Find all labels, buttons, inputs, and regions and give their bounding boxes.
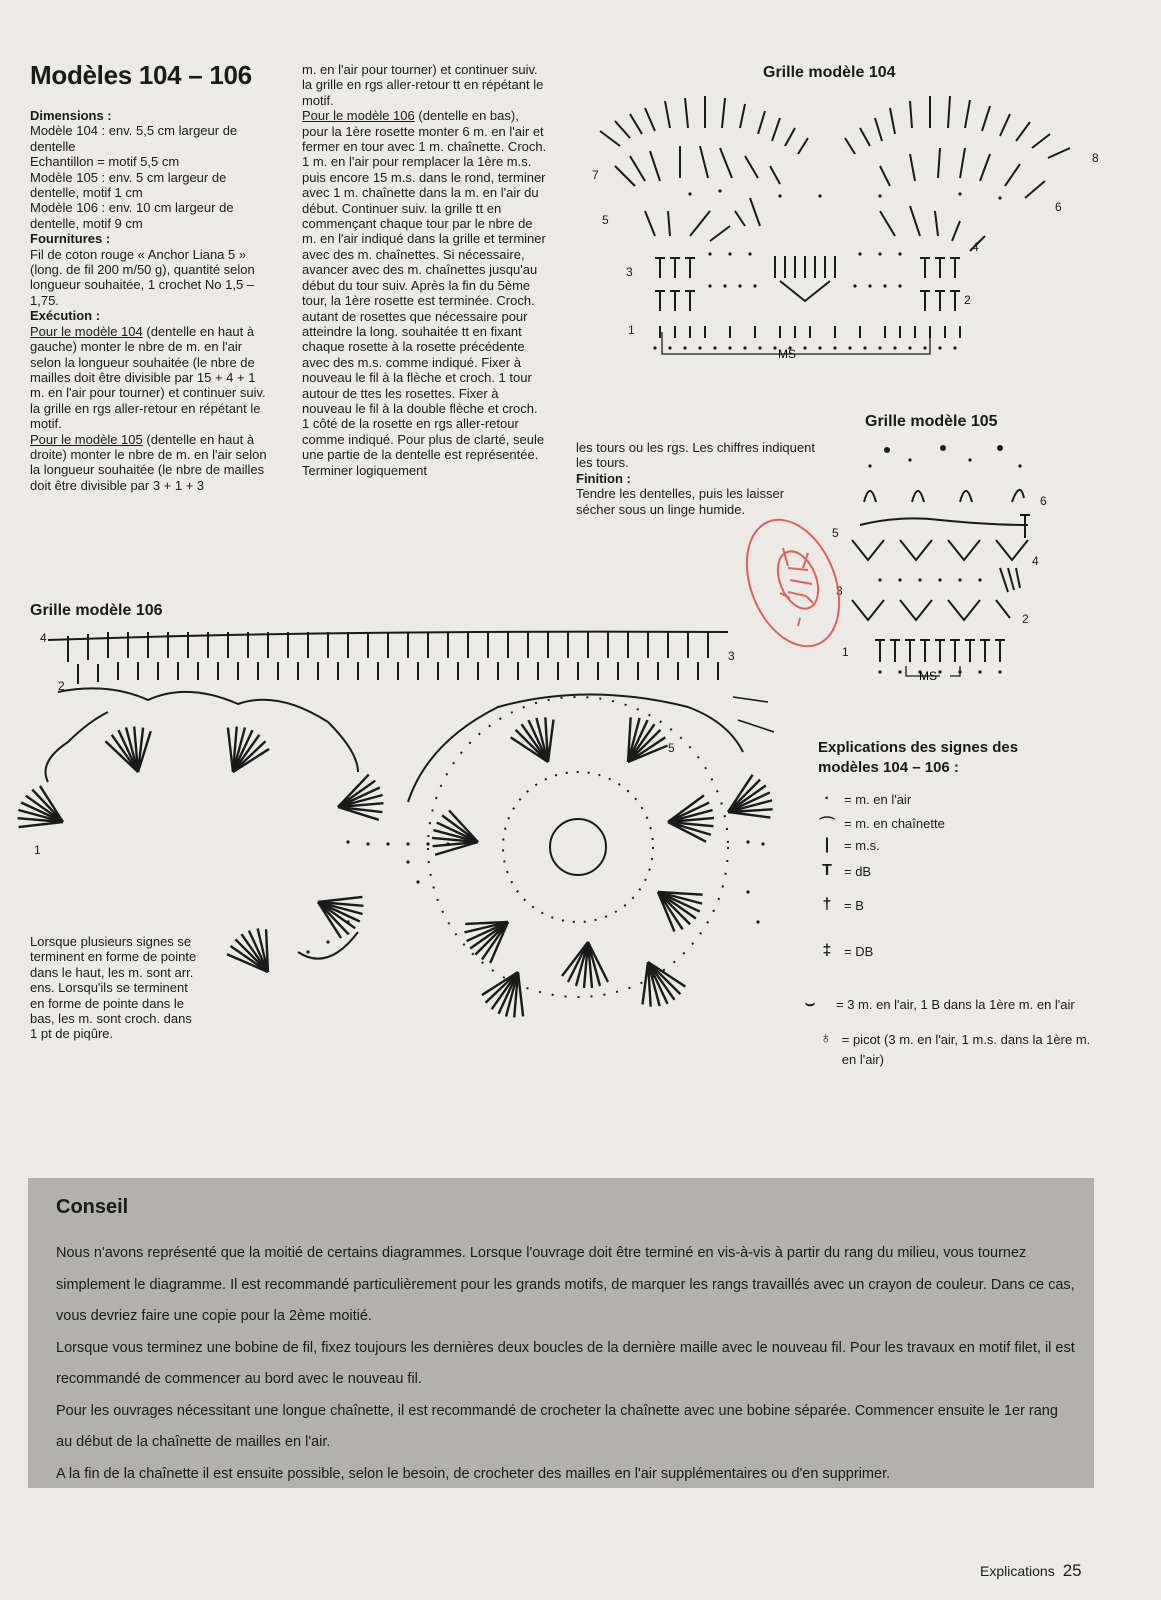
legend-text: = picot (3 m. en l'air, 1 m.s. dans la 1ère m. en l'air) [841,1032,1091,1067]
grid106-row-label: 2 [58,679,65,693]
m105-paragraph [30,432,268,494]
finition-text: Tendre les dentelles, puis les laisser sécher sous un linge humide. [576,486,785,517]
m106-paragraph [302,108,548,478]
conseil-paragraph: A la fin de la chaînette il est ensuite possible, selon le besoin, de crocheter des mailles en l'air supplémentaires ou d'en supprimer. [56,1465,891,1482]
page-number: 25 [1062,1561,1082,1580]
grid104-fan-left [600,96,808,241]
grid104-row3-stitches [655,256,960,301]
conseil-paragraph: Nous n'avons représenté que la moitié de certains diagrammes. Lorsque l'ouvrage doit être terminé en vis-à-vis à partir du rang du milieu, vous tournez simplement le diagramme. Il est recommandé particulièrement pour les grands motifs, de marquer les rangs travaillés avec un crayon de couleur. Dans ce cas, vous devriez faire une copie pour la 2ème moitié. [56,1245,1075,1324]
conseil-paragraph: Lorsque vous terminez une bobine de fil, fixez toujours les dernières deux boucles de la dernière maille avec le nouveau fil. Pour les travaux en motif filet, il est recommandé de commencer au bord avec le nouveau fil. [56,1339,1075,1387]
grid105-arches [860,490,1028,525]
grid105-row-label: 2 [1022,612,1029,626]
m104-link: Pour le modèle 104 [30,323,143,339]
grid105-row-label: 3 [836,584,843,598]
grid105-row-label: 6 [1040,494,1047,508]
dot-icon: · [824,790,830,807]
grid104-row1-bars [660,326,960,338]
m104-text: (dentelle en haut à gauche) monter le nbre de m. en l'air selon la longueur souhaitée (le nbre de mailles doit être divisible par 15 + 4 + 1 m. en l'air pour tourner) et continuer suiv. la grille en rgs aller-retour en répétant le motif. [30,323,266,432]
grid105-diagram [832,440,1080,690]
grid104-row-label: 6 [1055,200,1062,214]
grid105-row-label: 1 [842,645,849,659]
db-icon: T [822,862,832,879]
legend [818,738,1148,778]
legend-text: = m. en l'air [844,791,912,807]
finition-heading: Finition : [576,470,631,486]
grid106-stitch-rows [68,632,718,684]
grid104-row-label: 8 [1092,151,1099,165]
text-column-1 [30,108,268,493]
grid104-row-label: 1 [628,323,635,337]
grid105-row-label: 5 [832,526,839,540]
page-footer [980,1561,1082,1581]
grid106-title: Grille modèle 106 [30,602,163,619]
grid106-note: Lorsque plusieurs signes se terminent en forme de pointe dans le haut, les m. sont arr. ens. Lorsqu'ils se terminent en forme de pointe dans le bas, les m. sont croch. dans 1 pt de piqûre. [30,934,197,1042]
m106-text: (dentelle en bas), pour la 1ère rosette monter 6 m. en l'air et fermer en tour avec 1 m. chaînette. Croch. 1 m. en l'air pour remplacer la 1ère m.s. puis encore 15 m.s. dans le rond, terminer avec 1 m. chaînette dans la m. en l'air du début. Continuer suiv. la grille tt en commençant chaque tour par le nbre de m. en l'air indiqué dans la grille et terminer avec des m. chaînettes. Si nécessaire, avancer avec des m. chaînettes jusqu'au début du tour suiv. Après la fin du 5ème tour, la 1ère rosette est terminée. Croch. autant de rosettes que nécessaire pour atteindre la long. souhaitée tt en fixant chaque rosette à la rosette précédente avec des m.s. comme indiqué. Fixer à nouveau le fil à la flèche et croch. 1 tour autour de ttes les rosettes. Fixer à nouveau le fil à la double flèche et croch. 1 côté de la rosette en rgs aller-retour comme indiqué. Pour plus de clarté, seule une partie de la dentelle est représentée. Terminer logiquement [302,108,547,478]
legend-item [790,995,1075,1013]
m105-text: (dentelle en haut à droite) monter le nbre de m. en l'air selon la longueur souhaitée (le nbre de mailles doit être divisible par 3 + 1 + 3 [30,431,267,493]
legend-title: Explications des signes des modèles 104 – 106 : [818,739,1019,776]
col2-text: m. en l'air pour tourner) et continuer suiv. la grille en rgs aller-retour tt en répétant le motif. [302,62,544,108]
execution-heading: Exécution : [30,308,101,324]
legend-text: = m. en chaînette [844,816,945,831]
legend-item [816,1030,1106,1070]
grid106-row-label: 4 [40,631,47,645]
grid105-row1-stitches [875,640,1005,662]
grid104-row-label: 4 [972,240,979,254]
b-icon: † [822,896,832,913]
legend-item [816,836,880,854]
m104-paragraph [30,324,268,432]
grid106-rosette [428,697,728,997]
legend-text: = m.s. [844,837,880,853]
col3-text: les tours ou les rgs. Les chiffres indiquent les tours. [576,440,815,471]
legend-text: = DB [844,943,874,959]
conseil-text [56,1238,1076,1490]
conseil-box [28,1178,1094,1488]
legend-text: = 3 m. en l'air, 1 B dans la 1ère m. en l'air [836,996,1075,1012]
picot-icon: ♁ [819,1030,832,1047]
dbb-icon: ‡ [822,942,832,959]
dim-line: Modèle 104 : env. 5,5 cm largeur de dentelle [30,123,238,154]
legend-item [816,896,864,914]
dim-line: Modèle 106 : env. 10 cm largeur de dentelle, motif 9 cm [30,200,234,231]
legend-item [816,942,873,960]
dim-line: Modèle 105 : env. 5 cm largeur de dentelle, motif 1 cm [30,169,227,201]
conseil-paragraph: Pour les ouvrages nécessitant une longue chaînette, il est recommandé de crocheter la chaînette avec une bobine séparée. Commencer ensuite le 1er rang au début de la chaînette de mailles en l'air. [56,1402,1058,1450]
grid105-row-label: 4 [1032,554,1039,568]
fournitures-text: Fil de coton rouge « Anchor Liana 5 » (long. de fil 200 m/50 g), quantité selon longueur souhaitée, 1 crochet No 1,5 – 1,75. [30,246,255,308]
footer-section: Explications [980,1563,1055,1579]
text-column-2 [302,62,548,478]
grid106-chain-dots [306,840,764,953]
arc-icon: ⌒ [818,817,835,834]
grid104-row-label: 2 [964,293,971,307]
legend-item [816,862,871,880]
grid106-row-label: 1 [34,843,41,857]
grid104-row-label: 7 [592,168,599,182]
grid106-row-label: 3 [728,649,735,663]
grid105-title: Grille modèle 105 [865,413,998,430]
legend-text: = B [844,897,864,913]
m106-link: Pour le modèle 106 [302,108,415,124]
grid104-fan-right [845,96,1070,251]
grid104-title: Grille modèle 104 [763,64,896,81]
grid104-ms-label: MS [778,347,796,361]
legend-item [816,812,945,835]
grid104-row2-stitches [655,291,960,311]
page-title: Modèles 104 – 106 [30,60,252,90]
chain-arc-icon: ⌣ [804,995,816,1012]
grid105-ms-label: MS [919,669,937,683]
grid104-row-label: 3 [626,265,633,279]
grid105-triangles [852,515,1030,620]
bar-icon: | [824,836,830,853]
grid104-diagram [580,86,1100,376]
conseil-title: Conseil [56,1196,129,1218]
grid104-row-label: 5 [602,213,609,227]
dimensions-heading: Dimensions : [30,108,112,123]
legend-text: = dB [844,863,872,879]
text-column-3 [576,440,820,517]
m105-link: Pour le modèle 105 [30,431,143,447]
grid106-edge [46,688,744,958]
fournitures-heading: Fournitures : [30,231,111,247]
grid106-arrows [733,697,774,732]
legend-item [816,790,911,808]
grid106-row-label: 5 [668,741,675,755]
dim-line: Echantillon = motif 5,5 cm [30,154,180,170]
